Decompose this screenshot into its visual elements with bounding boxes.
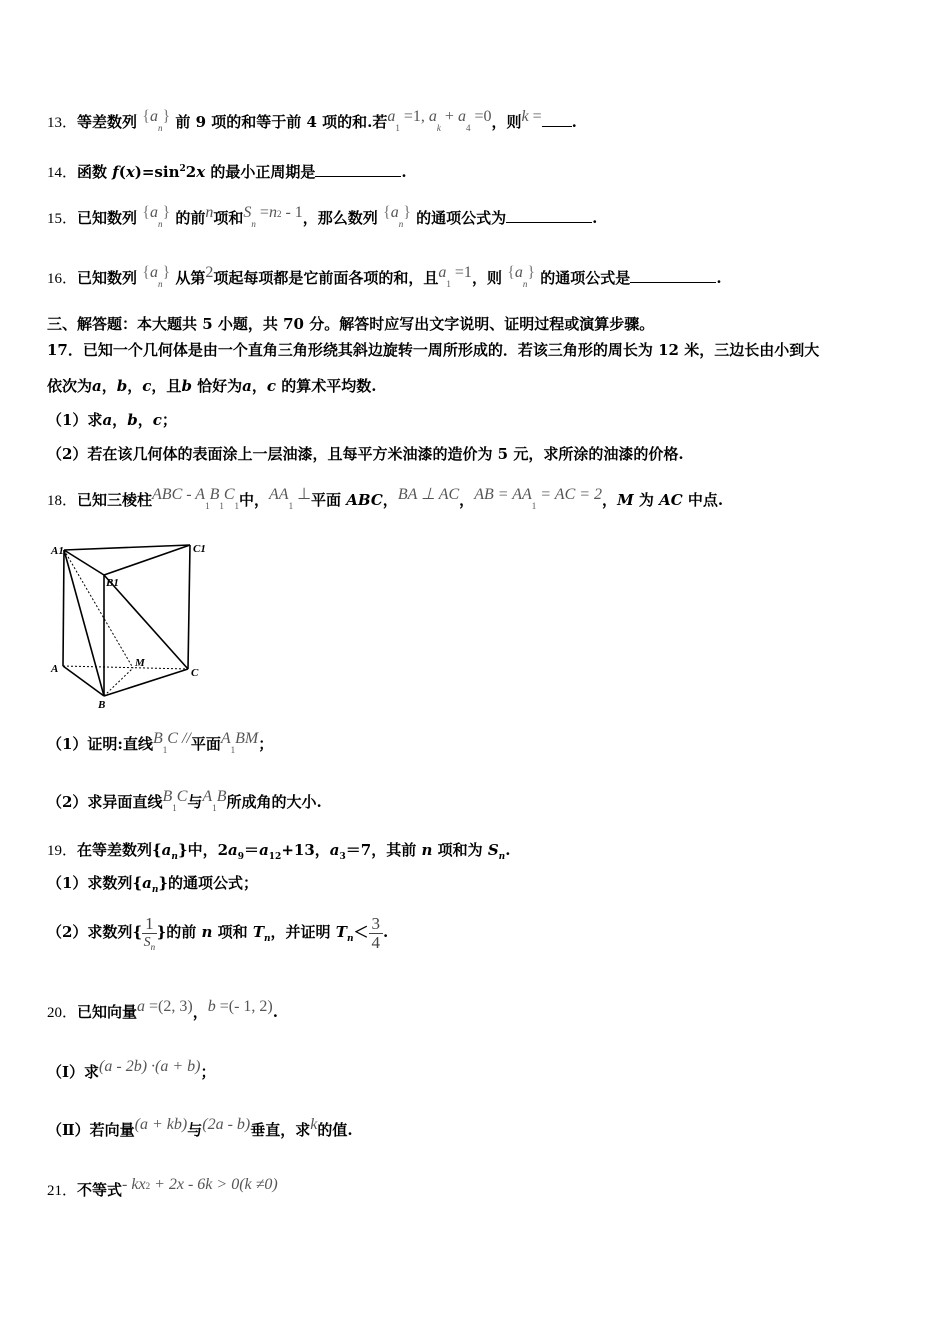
prism-solid-edges xyxy=(63,545,190,696)
question-number: 20． xyxy=(47,1005,78,1021)
question-19-part2: （2）求数列{ $\frac{1}{S_n}$ }的前 n 项和 $T_n$，并证明 $T_n<$ $\frac{3}{4}$ . xyxy=(47,913,389,952)
edge-c1c xyxy=(188,545,190,669)
question-15: 15．已知数列 $\{a_n\}$ 的前n项和$S_n =n^2 - 1$，那么数列 $\{a_n\}$ 的通项公式为 . xyxy=(47,204,598,229)
label-m: M xyxy=(135,657,145,669)
question-20: 20．已知向量a =(2, 3)，b =(- 1, 2). xyxy=(47,998,278,1021)
edge-a1c1 xyxy=(64,545,190,550)
question-17-part2: （2）若在该几何体的表面涂上一层油漆，且每平方米油漆的造价为 5 元，求所涂的油漆的价格. xyxy=(47,445,684,463)
question-number: 14． xyxy=(47,165,78,181)
question-20-part1: （Ⅰ）求(a - 2b) ·(a + b)； xyxy=(47,1058,216,1081)
fraction-1-over-sn: $\frac{1}{S_n}$ xyxy=(143,913,156,952)
answer-blank[interactable] xyxy=(542,112,572,127)
edge-a1a xyxy=(63,550,64,666)
answer-blank[interactable] xyxy=(630,268,716,283)
question-20-part2: （Ⅱ）若向量(a + kb)与(2a - b)垂直，求k的值. xyxy=(47,1116,353,1139)
answer-blank[interactable] xyxy=(315,162,401,177)
question-18-part2: （2）求异面直线$B_1C$与$A_1B$所成角的大小. xyxy=(47,788,322,813)
question-17-line2: 依次为a，b，c，且b 恰好为a，c 的算术平均数. xyxy=(47,377,377,395)
question-number: 18． xyxy=(47,493,78,509)
fraction-three-quarters: $\frac{3}{4}$ xyxy=(369,915,384,952)
question-18-part1: （1）证明:直线$B_1C$ //平面$A_1BM$； xyxy=(47,730,274,755)
edge-b1c1 xyxy=(104,545,190,575)
question-19: 19．在等差数列$\{a_n\}$中，$2a_9=a_{12}+13$，$a_3=7$，其前 n 项和为 $S_n$. xyxy=(47,841,511,862)
question-18: 18．已知三棱柱ABC - $A_1B_1C_1$中，$AA_1$ ⊥平面 ABC，BA ⊥ AC，AB = $AA_1$ = AC = 2，M 为 AC 中点. xyxy=(47,486,724,511)
prism-figure xyxy=(47,538,217,713)
edge-bc xyxy=(104,669,188,696)
section-heading: 三、解答题：本大题共 5 小题，共 70 分。解答时应写出文字说明、证明过程或演算步骤。 xyxy=(47,315,655,333)
question-21: 21．不等式- $kx^2 + 2x - 6k > 0(k \ne 0)$ xyxy=(47,1176,278,1199)
edge-b1c xyxy=(104,575,188,669)
label-c1: C1 xyxy=(193,543,206,555)
answer-blank[interactable] xyxy=(506,208,592,223)
label-a: A xyxy=(51,663,59,675)
question-number: 19． xyxy=(47,843,78,859)
edge-ab xyxy=(63,666,104,696)
question-13: 13．等差数列 $\{a_n\}$ 前 9 项的和等于前 4 项的和.若$a_1 =1$, $a_k + a_4 =0$，则k = . xyxy=(47,108,577,133)
question-number: 15． xyxy=(47,211,78,227)
question-19-part1: （1）求数列$\{a_n\}$的通项公式； xyxy=(47,874,259,895)
question-17: 17．已知一个几何体是由一个直角三角形绕其斜边旋转一周所形成的．若该三角形的周长为 12 米，三边长由小到大 xyxy=(47,341,820,359)
question-number: 13． xyxy=(47,115,78,131)
label-a1: A1 xyxy=(51,545,64,557)
question-number: 16． xyxy=(47,271,78,287)
right-brace: } xyxy=(162,108,171,125)
question-number: 21． xyxy=(47,1183,78,1199)
label-b: B xyxy=(98,699,106,711)
label-b1: B1 xyxy=(106,577,119,589)
question-14: 14．函数 $f(x)=\sin^22x$ 的最小正周期是 . xyxy=(47,163,407,181)
question-17-part1: （1）求a，b，c； xyxy=(47,411,177,429)
edge-ac xyxy=(63,666,188,669)
prism-hidden-edges xyxy=(63,550,188,696)
left-brace: { xyxy=(142,108,150,125)
question-16: 16．已知数列 $\{a_n\}$ 从第2项起每项都是它前面各项的和，且$a_1 =1$，则 $\{a_n\}$ 的通项公式是 . xyxy=(47,264,722,289)
label-c: C xyxy=(191,667,199,679)
